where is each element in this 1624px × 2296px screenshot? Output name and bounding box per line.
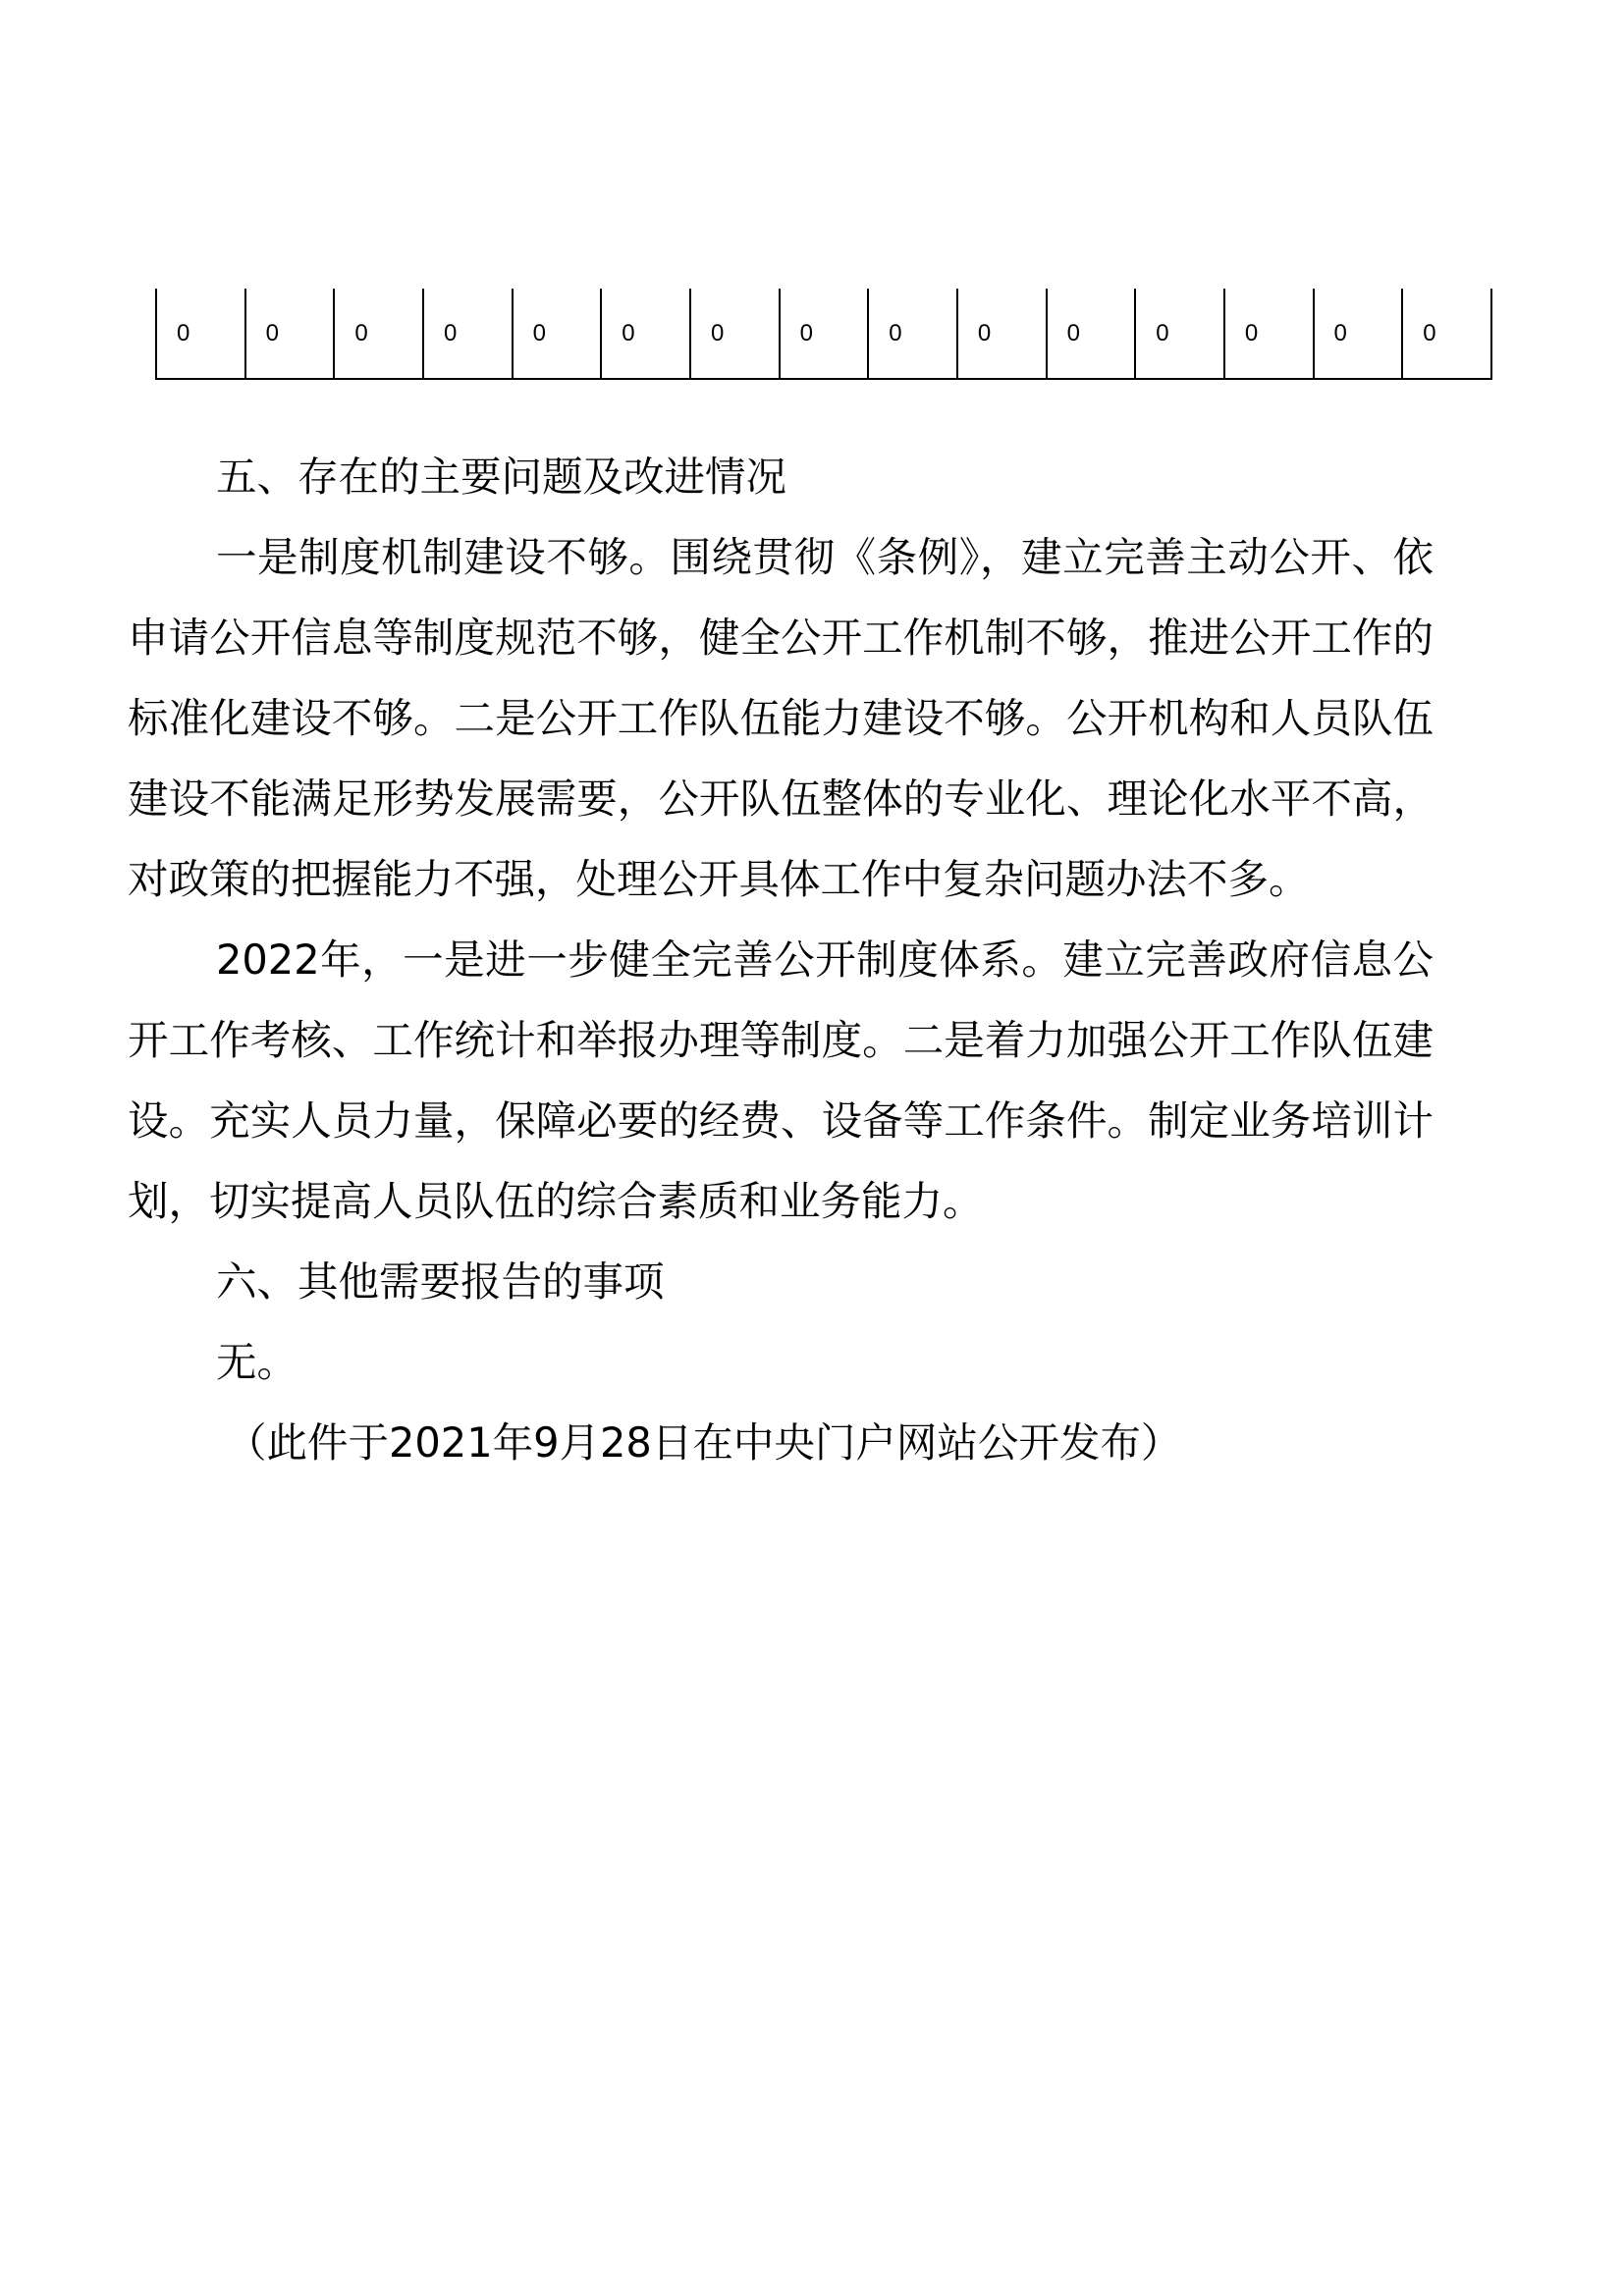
section-6-heading: 六、其他需要报告的事项 [216, 1257, 665, 1306]
section-5-paragraph-1: 一是制度机制建设不够。围绕贯彻《条例》，建立完善主动公开、依申请公开信息等制度规范不够，健全公开工作机制不够，推进公开工作的标准化建设不够。二是公开工作队伍能力建设不够。公开机构和人员队伍建设不能满足形势发展需要，公开队伍整体的专业化、理论化水平不高，对政策的把握能力不强，处理公开具体工作中复杂问题办法不多。 [128, 533, 1434, 903]
table-cell: 0 [601, 289, 690, 379]
table-cell: 0 [690, 289, 780, 379]
section-5-heading: 五、存在的主要问题及改进情况 [216, 453, 787, 501]
table-cell: 0 [245, 289, 335, 379]
document-body [128, 437, 1434, 1483]
table-cell: 0 [334, 289, 423, 379]
table-cell: 0 [1224, 289, 1314, 379]
table-cell: 0 [1314, 289, 1403, 379]
table-cell: 0 [156, 289, 245, 379]
publication-footnote: （此件于2021年9月28日在中央门户网站公开发布） [226, 1418, 1182, 1467]
table-cell: 0 [868, 289, 957, 379]
section-6-content: 无。 [216, 1338, 298, 1386]
table-cell: 0 [780, 289, 869, 379]
statistics-table-fragment [155, 289, 1492, 380]
section-5-paragraph-2: 2022年，一是进一步健全完善公开制度体系。建立完善政府信息公开工作考核、工作统计和举报办理等制度。二是着力加强公开工作队伍建设。充实人员力量，保障必要的经费、设备等工作条件。制定业务培训计划，切实提高人员队伍的综合素质和业务能力。 [128, 935, 1434, 1225]
table-cell: 0 [1135, 289, 1224, 379]
table-cell: 0 [513, 289, 602, 379]
table-cell: 0 [1402, 289, 1491, 379]
table-row [156, 289, 1491, 379]
table-cell: 0 [1047, 289, 1136, 379]
table-cell: 0 [957, 289, 1047, 379]
table-cell: 0 [423, 289, 513, 379]
